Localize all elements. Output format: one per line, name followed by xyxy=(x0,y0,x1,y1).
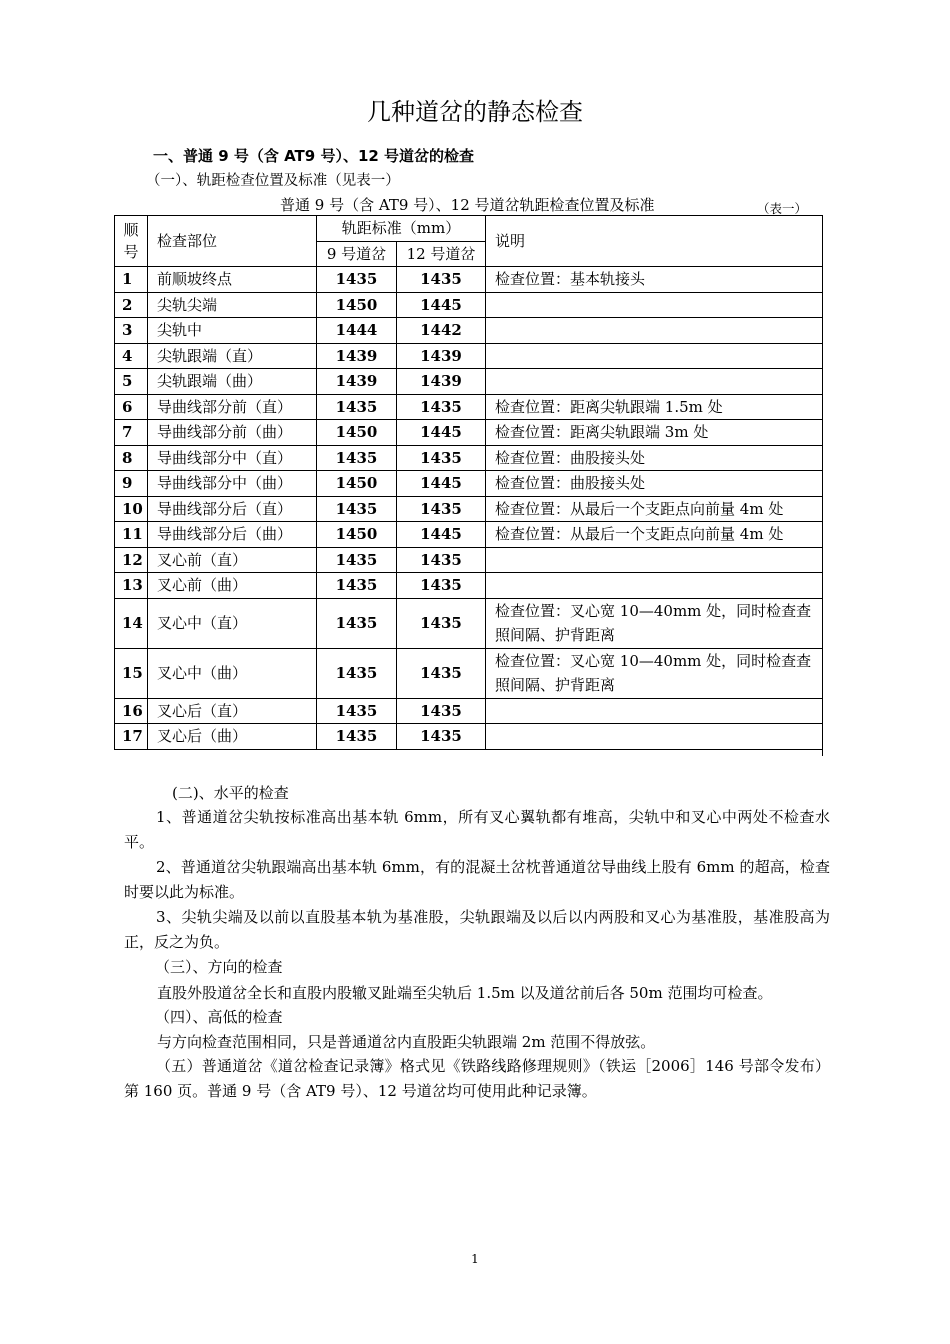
row-note xyxy=(486,369,823,395)
header-order xyxy=(115,216,148,267)
row-part: 导曲线部分中（曲） xyxy=(148,471,317,497)
row-number: 11 xyxy=(115,522,148,548)
direction-title: （三）、方向的检查 xyxy=(155,958,283,976)
row-gauge-9: 1450 xyxy=(317,292,397,318)
row-part: 导曲线部分前（曲） xyxy=(148,420,317,446)
row-gauge-9: 1435 xyxy=(317,724,397,750)
row-note xyxy=(486,724,823,750)
row-part: 导曲线部分中（直） xyxy=(148,445,317,471)
row-gauge-12: 1435 xyxy=(397,724,486,750)
height-title: （四）、高低的检查 xyxy=(155,1008,283,1026)
row-number: 8 xyxy=(115,445,148,471)
row-gauge-9: 1450 xyxy=(317,471,397,497)
row-gauge-12: 1442 xyxy=(397,318,486,344)
row-gauge-12: 1435 xyxy=(397,445,486,471)
table-row xyxy=(115,522,823,548)
row-note xyxy=(486,318,823,344)
header-order-a: 顺 xyxy=(123,221,139,239)
row-gauge-9: 1435 xyxy=(317,496,397,522)
section-heading-1: 一、普通 9 号（含 AT9 号）、12 号道岔的检查 xyxy=(153,147,475,165)
table-row xyxy=(115,394,823,420)
row-gauge-12: 1435 xyxy=(397,573,486,599)
row-number: 10 xyxy=(115,496,148,522)
level-title: (二)、水平的检查 xyxy=(172,784,289,802)
record-paragraph: （五）普通道岔《道岔检查记录簿》格式见《铁路线路修理规则》（铁运［2006］146 号部令发布）第 160 页。普通 9 号（含 AT9 号）、12 号道岔均可使用此种记录簿。 xyxy=(124,1057,830,1100)
row-number: 16 xyxy=(115,698,148,724)
height-paragraph: 与方向检查范围相同，只是普通道岔内直股距尖轨跟端 2m 范围不得放弦。 xyxy=(157,1033,656,1051)
table-row xyxy=(115,496,823,522)
row-part: 尖轨尖端 xyxy=(148,292,317,318)
row-number: 12 xyxy=(115,547,148,573)
table-row xyxy=(115,471,823,497)
table-row xyxy=(115,648,823,698)
table-row xyxy=(115,292,823,318)
row-number: 2 xyxy=(115,292,148,318)
table-row xyxy=(115,573,823,599)
row-gauge-12: 1445 xyxy=(397,292,486,318)
row-number: 14 xyxy=(115,598,148,648)
page-title: 几种道岔的静态检查 xyxy=(367,98,583,126)
level-paragraph-2: 2、普通道岔尖轨跟端高出基本轨 6mm，有的混凝土岔枕普通道岔导曲线上股有 6mm 的超高，检查时要以此为标准。 xyxy=(124,858,830,901)
row-gauge-9: 1439 xyxy=(317,369,397,395)
row-number: 13 xyxy=(115,573,148,599)
row-gauge-12: 1445 xyxy=(397,471,486,497)
row-part: 前顺坡终点 xyxy=(148,267,317,293)
header-order-b: 号 xyxy=(123,243,139,261)
row-part: 叉心前（直） xyxy=(148,547,317,573)
row-gauge-12: 1439 xyxy=(397,369,486,395)
row-note: 检查位置：距离尖轨跟端 1.5m 处 xyxy=(486,394,823,420)
row-gauge-9: 1435 xyxy=(317,698,397,724)
row-number: 7 xyxy=(115,420,148,446)
row-note: 检查位置：曲股接头处 xyxy=(486,471,823,497)
row-note: 检查位置：叉心宽 10—40mm 处，同时检查查照间隔、护背距离 xyxy=(486,648,823,698)
row-note: 检查位置：从最后一个支距点向前量 4m 处 xyxy=(486,496,823,522)
row-number: 6 xyxy=(115,394,148,420)
table-tag: （表一） xyxy=(757,201,808,216)
row-gauge-9: 1435 xyxy=(317,598,397,648)
header-part: 检查部位 xyxy=(148,216,317,267)
row-part: 尖轨中 xyxy=(148,318,317,344)
row-gauge-9: 1435 xyxy=(317,573,397,599)
row-part: 叉心前（曲） xyxy=(148,573,317,599)
row-gauge-12: 1435 xyxy=(397,267,486,293)
row-gauge-9: 1450 xyxy=(317,420,397,446)
row-note xyxy=(486,698,823,724)
row-gauge-9: 1444 xyxy=(317,318,397,344)
row-number: 5 xyxy=(115,369,148,395)
row-number: 9 xyxy=(115,471,148,497)
row-number: 17 xyxy=(115,724,148,750)
row-gauge-12: 1435 xyxy=(397,547,486,573)
header-col12: 12 号道岔 xyxy=(397,241,486,267)
row-gauge-12: 1439 xyxy=(397,343,486,369)
row-gauge-9: 1435 xyxy=(317,394,397,420)
row-part: 叉心后（直） xyxy=(148,698,317,724)
table-row xyxy=(115,343,823,369)
row-gauge-12: 1445 xyxy=(397,522,486,548)
row-gauge-12: 1435 xyxy=(397,496,486,522)
row-note: 检查位置：从最后一个支距点向前量 4m 处 xyxy=(486,522,823,548)
header-col9: 9 号道岔 xyxy=(317,241,397,267)
row-part: 叉心后（曲） xyxy=(148,724,317,750)
level-paragraph-3: 3、尖轨尖端及以前以直股基本轨为基准股，尖轨跟端及以后以内两股和叉心为基准股，基准股高为正，反之为负。 xyxy=(124,908,830,951)
table-caption: 普通 9 号（含 AT9 号）、12 号道岔轨距检查位置及标准 xyxy=(280,196,655,214)
row-gauge-12: 1435 xyxy=(397,394,486,420)
row-gauge-9: 1435 xyxy=(317,648,397,698)
table-body xyxy=(115,267,823,750)
row-note xyxy=(486,292,823,318)
table-row xyxy=(115,420,823,446)
row-note xyxy=(486,547,823,573)
row-part: 导曲线部分后（曲） xyxy=(148,522,317,548)
table-row xyxy=(115,698,823,724)
table-right-border xyxy=(822,215,825,756)
table-row xyxy=(115,598,823,648)
row-note: 检查位置：叉心宽 10—40mm 处，同时检查查照间隔、护背距离 xyxy=(486,598,823,648)
row-note: 检查位置：曲股接头处 xyxy=(486,445,823,471)
table-row xyxy=(115,267,823,293)
direction-paragraph: 直股外股道岔全长和直股内股辙叉趾端至尖轨后 1.5m 以及道岔前后各 50m 范围均可检查。 xyxy=(157,984,773,1002)
row-gauge-9: 1450 xyxy=(317,522,397,548)
table-header-row xyxy=(115,216,823,242)
header-note: 说明 xyxy=(486,216,823,267)
row-gauge-9: 1439 xyxy=(317,343,397,369)
level-paragraph-1: 1、普通道岔尖轨按标准高出基本轨 6mm，所有叉心翼轨都有堆高，尖轨中和叉心中两处不检查水平。 xyxy=(124,808,830,851)
page-number: 1 xyxy=(471,1252,479,1266)
row-gauge-12: 1435 xyxy=(397,698,486,724)
row-note: 检查位置：基本轨接头 xyxy=(486,267,823,293)
table-row xyxy=(115,724,823,750)
table-row xyxy=(115,547,823,573)
row-gauge-12: 1435 xyxy=(397,598,486,648)
table-row xyxy=(115,318,823,344)
row-part: 导曲线部分前（直） xyxy=(148,394,317,420)
gauge-table xyxy=(114,215,823,750)
row-gauge-9: 1435 xyxy=(317,445,397,471)
row-part: 尖轨跟端（曲） xyxy=(148,369,317,395)
subsection-heading-gauge: （一）、轨距检查位置及标准（见表一） xyxy=(146,173,400,189)
row-gauge-12: 1445 xyxy=(397,420,486,446)
row-part: 叉心中（曲） xyxy=(148,648,317,698)
row-number: 4 xyxy=(115,343,148,369)
row-note xyxy=(486,573,823,599)
table-row xyxy=(115,369,823,395)
row-part: 叉心中（直） xyxy=(148,598,317,648)
header-gauge: 轨距标准（mm） xyxy=(317,216,486,242)
row-gauge-9: 1435 xyxy=(317,267,397,293)
row-note xyxy=(486,343,823,369)
row-number: 15 xyxy=(115,648,148,698)
row-part: 尖轨跟端（直） xyxy=(148,343,317,369)
row-number: 1 xyxy=(115,267,148,293)
row-number: 3 xyxy=(115,318,148,344)
row-gauge-9: 1435 xyxy=(317,547,397,573)
table-row xyxy=(115,445,823,471)
row-gauge-12: 1435 xyxy=(397,648,486,698)
row-part: 导曲线部分后（直） xyxy=(148,496,317,522)
row-note: 检查位置：距离尖轨跟端 3m 处 xyxy=(486,420,823,446)
